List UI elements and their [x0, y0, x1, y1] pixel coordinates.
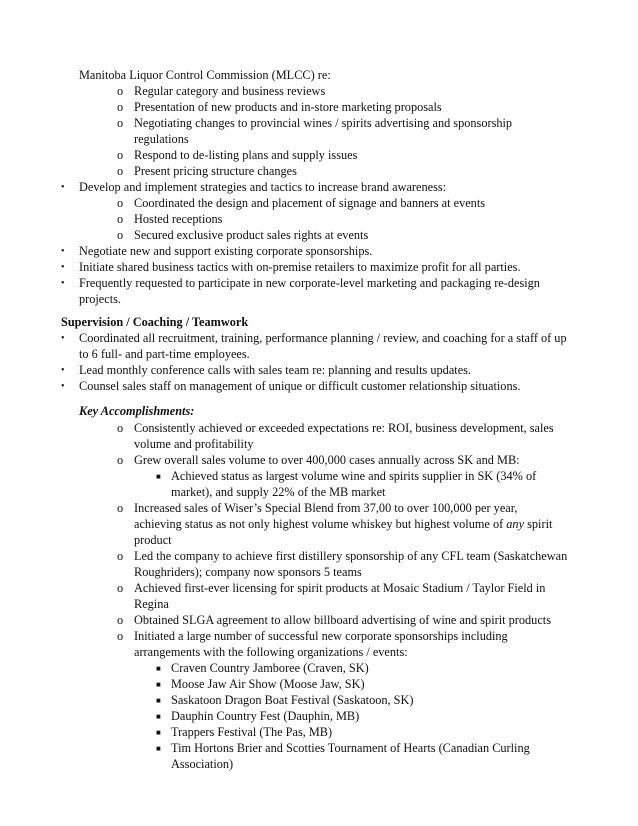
event-item: Trappers Festival (The Pas, MB)	[171, 725, 333, 739]
event-item: Saskatoon Dragon Boat Festival (Saskatoon, SK)	[171, 693, 414, 707]
circle-bullet: o	[117, 613, 124, 627]
duty-bullet-text: Initiate shared business tactics with on-premise retailers to maximize profit for all parties.	[79, 260, 521, 274]
supervision-bullet-text: Coordinated all recruitment, training, performance planning / review, and coaching for a staff of up	[79, 331, 567, 345]
square-bullet: ■	[156, 472, 161, 481]
text-run: achieving status as not only highest volume whiskey but highest volume of	[134, 517, 507, 531]
brand-item: Secured exclusive product sales rights at events	[134, 228, 369, 242]
circle-bullet: o	[117, 629, 124, 643]
square-bullet: ■	[156, 728, 161, 737]
circle-bullet: o	[117, 549, 124, 563]
circle-bullet: o	[117, 164, 124, 178]
brand-item: Coordinated the design and placement of signage and banners at events	[134, 196, 486, 210]
square-bullet: ■	[156, 744, 161, 753]
accomplishment-item-continued	[134, 517, 552, 533]
circle-bullet: o	[117, 196, 124, 210]
circle-bullet: o	[117, 148, 124, 162]
event-item: Dauphin Country Fest (Dauphin, MB)	[171, 709, 360, 723]
mlcc-item: Regular category and business reviews	[134, 84, 326, 98]
bullet: •	[61, 278, 65, 289]
bullet: •	[61, 381, 65, 392]
duty-bullet-continued: projects.	[79, 292, 122, 306]
supervision-bullet-text: Counsel sales staff on management of unique or difficult customer relationship situations.	[79, 379, 521, 393]
accomplishment-item: Initiated a large number of successful new corporate sponsorships including	[134, 629, 508, 643]
accomplishment-item-continued: Regina	[134, 597, 169, 611]
text-run: spirit	[524, 517, 553, 531]
key-accomplishments-heading: Key Accomplishments:	[79, 404, 195, 418]
mlcc-item-continued: regulations	[134, 132, 189, 146]
duty-bullet-text: Negotiate new and support existing corporate sponsorships.	[79, 244, 373, 258]
supervision-bullet-continued: to 6 full- and part-time employees.	[79, 347, 250, 361]
accomplishment-item: Grew overall sales volume to over 400,000 cases annually across SK and MB:	[134, 453, 520, 467]
circle-bullet: o	[117, 228, 124, 242]
duty-bullet-text: Frequently requested to participate in new corporate-level marketing and packaging re-design	[79, 276, 540, 290]
square-bullet: ■	[156, 696, 161, 705]
bullet: •	[61, 262, 65, 273]
accomplishment-subitem: Achieved status as largest volume wine and spirits supplier in SK (34% of	[171, 469, 537, 483]
event-item-continued: Association)	[171, 757, 234, 771]
mlcc-item: Negotiating changes to provincial wines / spirits advertising and sponsorship	[134, 116, 513, 130]
mlcc-item: Presentation of new products and in-store marketing proposals	[134, 100, 442, 114]
circle-bullet: o	[117, 84, 124, 98]
accomplishment-item: Increased sales of Wiser’s Special Blend from 37,00 to over 100,000 per year,	[134, 501, 518, 515]
circle-bullet: o	[117, 116, 124, 130]
event-item: Tim Hortons Brier and Scotties Tournament of Hearts (Canadian Curling	[171, 741, 530, 755]
circle-bullet: o	[117, 501, 124, 515]
accomplishment-item: Consistently achieved or exceeded expectations re: ROI, business development, sales	[134, 421, 554, 435]
emphasis-any: any	[506, 517, 525, 531]
accomplishment-item-continued: arrangements with the following organizations / events:	[134, 645, 408, 659]
brand-item: Hosted receptions	[134, 212, 223, 226]
circle-bullet: o	[117, 453, 124, 467]
bullet: •	[61, 365, 65, 376]
event-item: Craven Country Jamboree (Craven, SK)	[171, 661, 369, 675]
brand-bullet-text: Develop and implement strategies and tactics to increase brand awareness:	[79, 180, 447, 194]
accomplishment-item: Obtained SLGA agreement to allow billboard advertising of wine and spirit products	[134, 613, 551, 627]
square-bullet: ■	[156, 680, 161, 689]
supervision-bullet-text: Lead monthly conference calls with sales team re: planning and results updates.	[79, 363, 472, 377]
circle-bullet: o	[117, 581, 124, 595]
bullet: •	[61, 246, 65, 257]
circle-bullet: o	[117, 421, 124, 435]
square-bullet: ■	[156, 664, 161, 673]
bullet: •	[61, 182, 65, 193]
accomplishment-item: Achieved first-ever licensing for spirit products at Mosaic Stadium / Taylor Field in	[134, 581, 546, 595]
mlcc-intro: Manitoba Liquor Control Commission (MLCC) re:	[79, 68, 331, 82]
event-item: Moose Jaw Air Show (Moose Jaw, SK)	[171, 677, 365, 691]
circle-bullet: o	[117, 100, 124, 114]
accomplishment-item-continued: volume and profitability	[134, 437, 254, 451]
section-heading-supervision: Supervision / Coaching / Teamwork	[61, 315, 249, 329]
accomplishment-item-continued: product	[134, 533, 172, 547]
square-bullet: ■	[156, 712, 161, 721]
accomplishment-item-continued: Roughriders); company now sponsors 5 teams	[134, 565, 362, 579]
mlcc-item: Present pricing structure changes	[134, 164, 297, 178]
circle-bullet: o	[117, 212, 124, 226]
bullet: •	[61, 333, 65, 344]
mlcc-item: Respond to de-listing plans and supply issues	[134, 148, 358, 162]
accomplishment-item: Led the company to achieve first distillery sponsorship of any CFL team (Saskatchewan	[134, 549, 568, 563]
accomplishment-subitem-continued: market), and supply 22% of the MB market	[171, 485, 386, 499]
